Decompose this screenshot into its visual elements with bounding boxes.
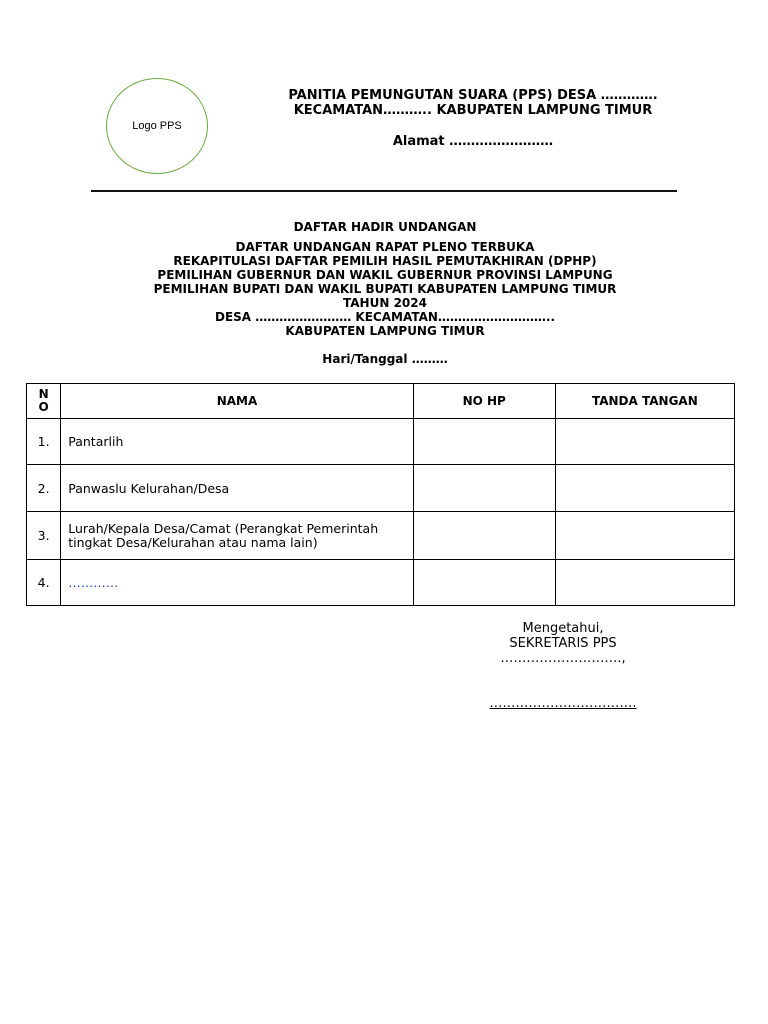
row-number: 1. bbox=[27, 419, 61, 465]
signature-acknowledged: Mengetahui, bbox=[522, 621, 604, 636]
row-number: 3. bbox=[27, 512, 61, 560]
table-row bbox=[27, 465, 735, 512]
logo-placeholder bbox=[106, 78, 208, 174]
row-signature-cell[interactable] bbox=[555, 512, 734, 560]
title-line: DAFTAR UNDANGAN RAPAT PLENO TERBUKA bbox=[235, 240, 535, 254]
row-name: Lurah/Kepala Desa/Camat (Perangkat Pemerintah tingkat Desa/Kelurahan atau nama lain) bbox=[61, 512, 413, 560]
attendance-table bbox=[26, 383, 735, 606]
table-row bbox=[27, 512, 735, 560]
row-phone-cell[interactable] bbox=[413, 512, 555, 560]
title-line: KABUPATEN LAMPUNG TIMUR bbox=[285, 324, 485, 338]
title-line: TAHUN 2024 bbox=[343, 296, 427, 310]
row-phone-cell[interactable] bbox=[413, 560, 555, 606]
row-signature-cell[interactable] bbox=[555, 419, 734, 465]
row-signature-cell[interactable] bbox=[555, 560, 734, 606]
header-address: Alamat …………………… bbox=[392, 134, 554, 149]
column-header-no bbox=[27, 384, 61, 419]
title-line: PEMILIHAN BUPATI DAN WAKIL BUPATI KABUPATEN LAMPUNG TIMUR bbox=[153, 282, 617, 296]
row-name-placeholder: ………… bbox=[61, 560, 413, 606]
title-main: DAFTAR HADIR UNDANGAN bbox=[293, 220, 477, 234]
table-header-row bbox=[27, 384, 735, 419]
title-line: DESA …………………… KECAMATAN……………………….. bbox=[214, 310, 556, 324]
signature-role: SEKRETARIS PPS bbox=[509, 636, 617, 651]
row-number: 4. bbox=[27, 560, 61, 606]
title-line: REKAPITULASI DAFTAR PEMILIH HASIL PEMUTAKHIRAN (DPHP) bbox=[173, 254, 597, 268]
signature-name-line: ……………………………. bbox=[489, 696, 637, 711]
meeting-date: Hari/Tanggal ……… bbox=[322, 352, 448, 366]
column-header-no-line: N bbox=[38, 387, 49, 401]
column-header-signature: TANDA TANGAN bbox=[555, 384, 734, 419]
column-header-phone: NO HP bbox=[413, 384, 555, 419]
row-name: Pantarlih bbox=[61, 419, 413, 465]
header-line-1: PANITIA PEMUNGUTAN SUARA (PPS) DESA …………. bbox=[288, 88, 658, 103]
signature-place: ………………………., bbox=[500, 651, 626, 666]
title-line: PEMILIHAN GUBERNUR DAN WAKIL GUBERNUR PROVINSI LAMPUNG bbox=[157, 268, 613, 282]
column-header-name: NAMA bbox=[61, 384, 413, 419]
table-row bbox=[27, 560, 735, 606]
title-lines bbox=[100, 240, 670, 338]
row-signature-cell[interactable] bbox=[555, 465, 734, 512]
logo-label: Logo PPS bbox=[132, 120, 182, 132]
header-line-2: KECAMATAN……….. KABUPATEN LAMPUNG TIMUR bbox=[293, 103, 653, 118]
header-divider bbox=[91, 190, 677, 192]
row-name: Panwaslu Kelurahan/Desa bbox=[61, 465, 413, 512]
table-row bbox=[27, 419, 735, 465]
row-phone-cell[interactable] bbox=[413, 465, 555, 512]
column-header-no-line: O bbox=[38, 400, 49, 414]
row-phone-cell[interactable] bbox=[413, 419, 555, 465]
row-number: 2. bbox=[27, 465, 61, 512]
